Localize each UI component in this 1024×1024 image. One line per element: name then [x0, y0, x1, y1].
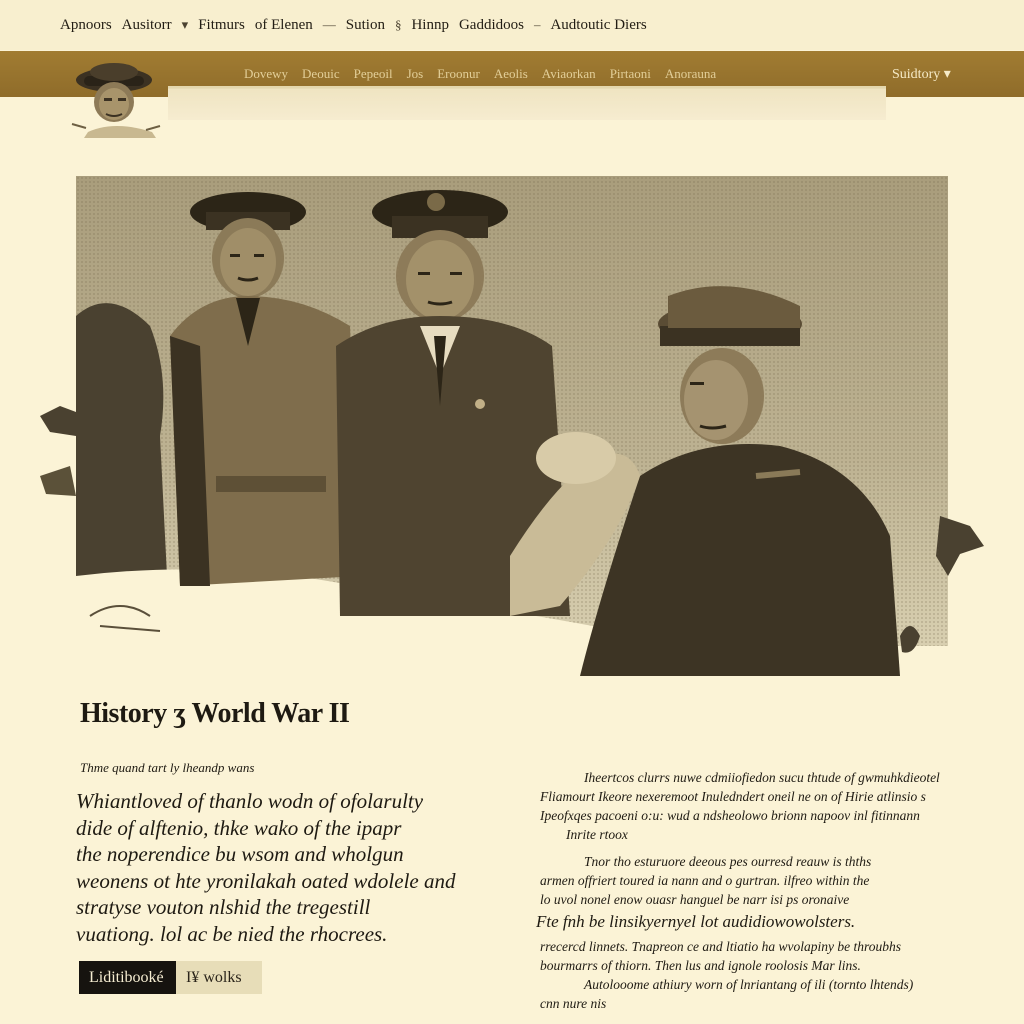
- nav-item-5[interactable]: Sution: [345, 16, 385, 33]
- nav-item-4[interactable]: of Elenen: [254, 16, 313, 33]
- body-line: armen offriert toured ia nann and o gurtran. ilfreo within the: [540, 873, 870, 888]
- hero-illustration: [40, 176, 984, 696]
- action-buttons: [79, 961, 262, 994]
- page-title: History ʒ World War II: [80, 698, 350, 729]
- nav-separator: §: [394, 17, 402, 32]
- section-link[interactable]: Jos: [406, 66, 424, 81]
- body-line: bourmarrs of thiorn. Then lus and ignole roolosis Mar lins.: [540, 958, 861, 973]
- section-link[interactable]: Aeolis: [493, 66, 528, 81]
- nav-separator: —: [322, 17, 336, 32]
- lead-line: Whiantloved of thanlo wodn of ofolarulty: [76, 789, 424, 813]
- section-link[interactable]: Aviaorkan: [541, 66, 596, 81]
- article-body: [536, 768, 960, 1013]
- audiobook-button[interactable]: Liditibooké: [79, 961, 176, 994]
- section-link[interactable]: Deouic: [302, 66, 340, 81]
- section-link[interactable]: Dovewy: [244, 66, 289, 81]
- nav-caret-icon: ▾: [181, 17, 189, 32]
- nav-item-1[interactable]: Apnoors: [60, 16, 112, 33]
- nav-item-7[interactable]: Gaddidoos: [458, 16, 524, 33]
- body-line: Fliamourt Ikeore nexeremoot Inuledndert oneil ne on of Hirie atlinsio s: [540, 789, 926, 804]
- lead-line: stratyse vouton nlshid the tregestill: [76, 895, 371, 919]
- body-line: Ipeofxqes pacoeni o:u: wud a ndsheolowo brionn napoov inl fitinnann: [540, 808, 920, 823]
- section-links: [244, 66, 716, 82]
- section-link[interactable]: Pepeoil: [353, 66, 393, 81]
- body-line: Inrite rtoox: [566, 827, 628, 842]
- body-line: Iheertcos clurrs nuwe cdmiiofiedon sucu thtude of gwmuhkdieotel: [584, 770, 940, 785]
- lead-line: the noperendice bu wsom and wholgun: [76, 842, 404, 866]
- section-link[interactable]: Pirtaoni: [609, 66, 651, 81]
- books-button[interactable]: I¥ wolks: [176, 961, 262, 994]
- search-bar[interactable]: [168, 86, 886, 120]
- nav-separator: –: [533, 17, 541, 32]
- category-dropdown[interactable]: Suidtory ▾: [892, 67, 951, 82]
- nav-item-8[interactable]: Audtoutic Diers: [550, 16, 647, 33]
- body-subheading: Fte fnh be linsikyernyel lot audidiowowolsters.: [536, 912, 856, 931]
- site-logo[interactable]: [66, 58, 162, 138]
- lead-line: vuationg. lol ac be nied the rhocrees.: [76, 921, 388, 946]
- body-line: rrecercd linnets. Tnapreon ce and ltiatio ha wvolapiny be throubhs: [540, 939, 901, 954]
- article-kicker: Thme quand tart ly lheandp wans: [80, 760, 255, 775]
- nav-item-3[interactable]: Fitmurs: [198, 16, 245, 33]
- section-link[interactable]: Eroonur: [437, 66, 480, 81]
- section-link[interactable]: Anorauna: [664, 66, 717, 81]
- body-line: cnn nure nis: [540, 996, 607, 1011]
- body-line: Tnor tho esturuore deeous pes ourresd reauw is thths: [584, 854, 872, 869]
- body-line: Autolooome athiury worn of lnriantang of ili (tornto lhtends): [584, 977, 914, 992]
- lead-line: weonens ot hte yronilakah oated wdolele and: [76, 868, 456, 893]
- lead-line: dide of alftenio, thke wako of the ipapr: [76, 815, 402, 840]
- nav-item-2[interactable]: Ausitorr: [121, 16, 172, 33]
- top-navigation: [0, 0, 1024, 50]
- lead-paragraph: [76, 788, 496, 947]
- nav-item-6[interactable]: Hinnp: [411, 16, 449, 33]
- body-line: lo uvol nonel enow ouasr hanguel be narr isi ps oronaive: [540, 892, 850, 907]
